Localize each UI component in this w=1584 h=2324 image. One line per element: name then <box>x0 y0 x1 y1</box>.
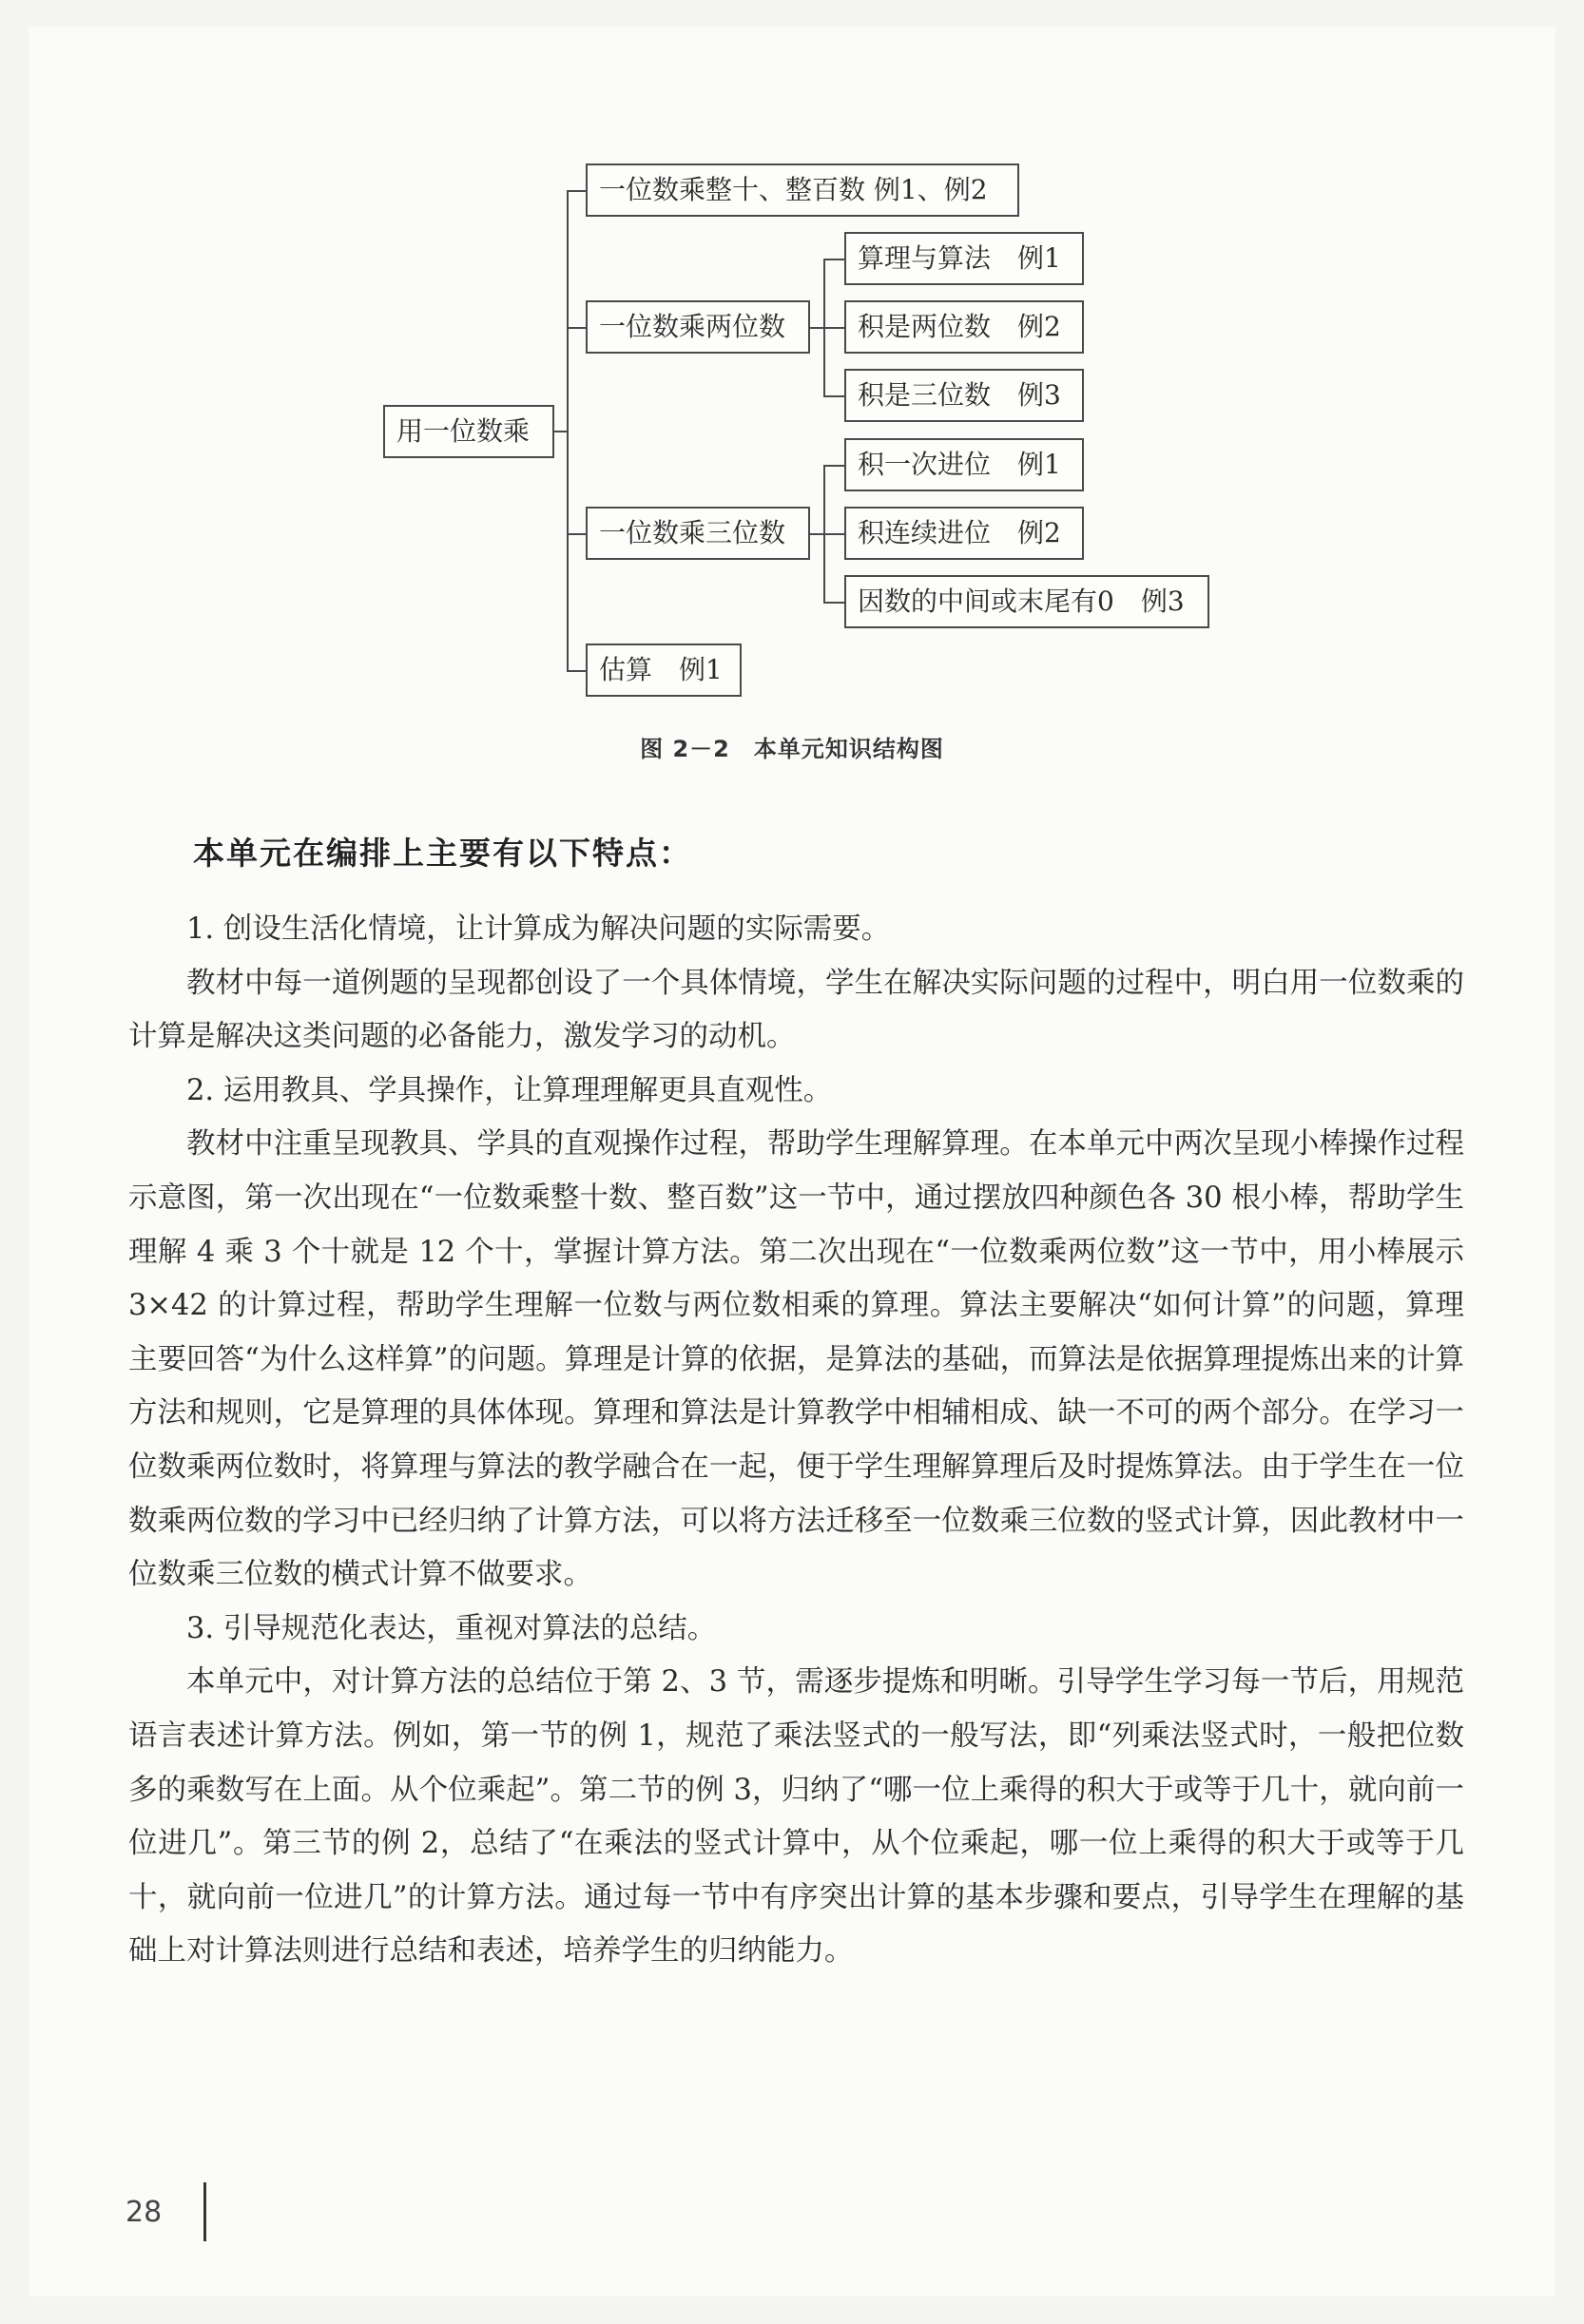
diagram-branch-node: 估算 例1 <box>586 643 742 697</box>
diagram-branch-node: 一位数乘整十、整百数 例1、例2 <box>586 163 1019 217</box>
diagram-leaf-node: 积一次进位 例1 <box>844 438 1084 491</box>
feature-item-title: 3. 引导规范化表达，重视对算法的总结。 <box>186 1611 717 1645</box>
connector <box>567 190 586 192</box>
paragraph: 教材中每一道例题的呈现都创设了一个具体情境，学生在解决实际问题的过程中，明白用一位数乘的计算是解决这类问题的必备能力，激发学习的动机。 <box>128 966 1464 1054</box>
connector <box>554 431 568 432</box>
connector <box>823 327 844 329</box>
connector <box>823 533 844 535</box>
diagram-leaf-node: 算理与算法 例1 <box>844 232 1084 285</box>
paragraph: 本单元中，对计算方法的总结位于第 2、3 节，需逐步提炼和明晰。引导学生学习每一节后，用规范语言表述计算方法。例如，第一节的例 1，规范了乘法竖式的一般写法，即“列乘法竖式时，一般把位数多的乘数写在上面。从个位乘起”。第二节的例 3，归纳了“哪一位上乘得的积大于或等于几十，就向前一位进几”。第三节的例 2，总结了“在乘法的竖式计算中，从个位乘起，哪一位上乘得的积大于或等于几十，就向前一位进几”的计算方法。通过每一节中有序突出计算的基本步骤和要点，引导学生在理解的基础上对计算法则进行总结和表述，培养学生的归纳能力。 <box>128 1665 1464 1969</box>
diagram-branch-node: 一位数乘三位数 <box>586 507 810 560</box>
diagram-leaf-node: 积是两位数 例2 <box>844 300 1084 354</box>
diagram-branch-node: 一位数乘两位数 <box>586 300 810 354</box>
feature-item-title: 1. 创设生活化情境，让计算成为解决问题的实际需要。 <box>186 912 891 946</box>
connector <box>823 395 844 397</box>
diagram-leaf-node: 因数的中间或末尾有0 例3 <box>844 575 1209 628</box>
connector <box>567 190 569 670</box>
diagram-root-node: 用一位数乘 <box>383 405 554 458</box>
connector <box>567 533 586 535</box>
connector <box>810 533 823 535</box>
page-number: 28 <box>126 2196 163 2229</box>
connector <box>823 259 844 260</box>
connector <box>823 465 844 467</box>
diagram-leaf-node: 积连续进位 例2 <box>844 507 1084 560</box>
diagram-leaf-node: 积是三位数 例3 <box>844 369 1084 422</box>
page-number-divider <box>203 2182 206 2241</box>
connector <box>567 327 586 329</box>
body-text <box>128 903 1464 1979</box>
connector <box>567 670 586 672</box>
figure-caption: 图 2－2 本单元知识结构图 <box>640 736 944 762</box>
connector <box>823 602 844 604</box>
connector <box>810 327 823 329</box>
section-heading: 本单元在编排上主要有以下特点： <box>193 835 692 872</box>
knowledge-structure-diagram <box>0 0 1584 722</box>
paragraph: 教材中注重呈现教具、学具的直观操作过程，帮助学生理解算理。在本单元中两次呈现小棒操作过程示意图，第一次出现在“一位数乘整十数、整百数”这一节中，通过摆放四种颜色各 30 根小棒，帮助学生理解 4 乘 3 个十就是 12 个十，掌握计算方法。第二次出现在“一位数乘两位数”这一节中，用小棒展示 3×42 的计算过程，帮助学生理解一位数与两位数相乘的算理。算法主要解决“如何计算”的问题，算理主要回答“为什么这样算”的问题。算理是计算的依据，是算法的基础，而算法是依据算理提炼出来的计算方法和规则，它是算理的具体体现。算理和算法是计算教学中相辅相成、缺一不可的两个部分。在学习一位数乘两位数时，将算理与算法的教学融合在一起，便于学生理解算理后及时提炼算法。由于学生在一位数乘两位数的学习中已经归纳了计算方法，可以将方法迁移至一位数乘三位数的竖式计算，因此教材中一位数乘三位数的横式计算不做要求。 <box>128 1127 1464 1592</box>
feature-item-title: 2. 运用教具、学具操作，让算理理解更具直观性。 <box>186 1073 833 1107</box>
